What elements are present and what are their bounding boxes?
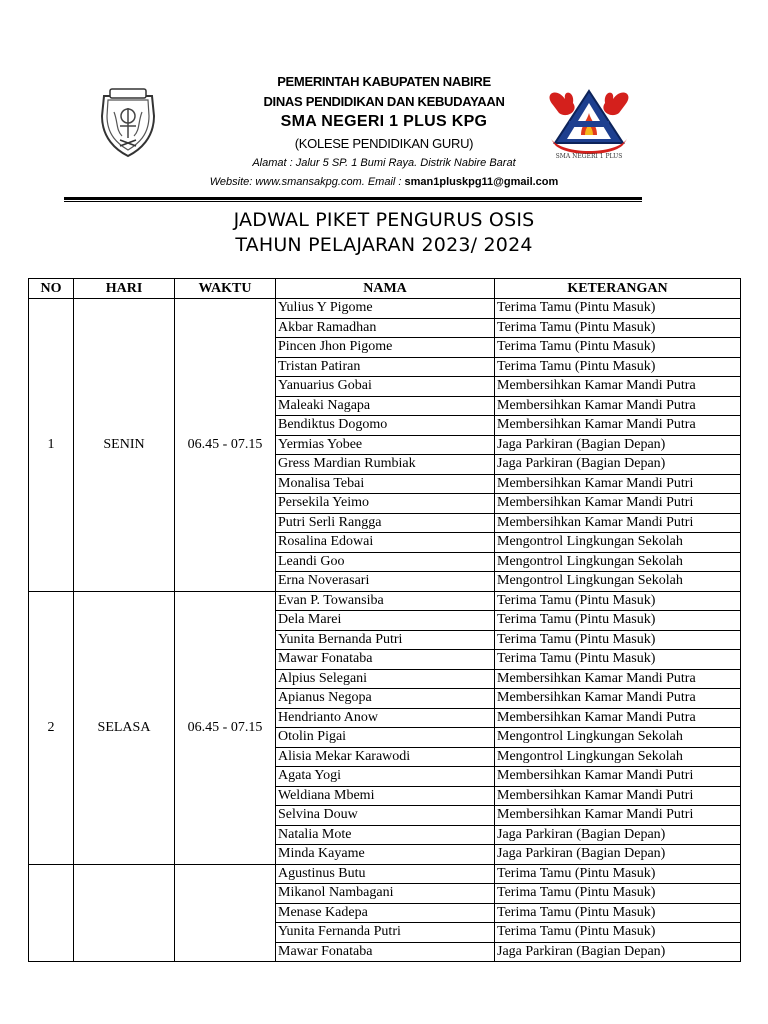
- student-name-cell: Persekila Yeimo: [276, 494, 495, 514]
- duty-description-cell: Membersihkan Kamar Mandi Putri: [495, 513, 741, 533]
- duty-description-cell: Membersihkan Kamar Mandi Putri: [495, 767, 741, 787]
- student-name-cell: Alpius Selegani: [276, 669, 495, 689]
- duty-description-cell: Membersihkan Kamar Mandi Putri: [495, 474, 741, 494]
- contact-line: [180, 176, 588, 188]
- col-header-nama: NAMA: [276, 279, 495, 299]
- student-name-cell: Mikanol Nambagani: [276, 884, 495, 904]
- student-name-cell: Alisia Mekar Karawodi: [276, 747, 495, 767]
- duty-description-cell: Membersihkan Kamar Mandi Putra: [495, 377, 741, 397]
- table-row: [29, 299, 741, 319]
- duty-description-cell: Membersihkan Kamar Mandi Putra: [495, 396, 741, 416]
- duty-description-cell: Terima Tamu (Pintu Masuk): [495, 338, 741, 358]
- duty-description-cell: Membersihkan Kamar Mandi Putri: [495, 786, 741, 806]
- student-name-cell: Weldiana Mbemi: [276, 786, 495, 806]
- duty-description-cell: Mengontrol Lingkungan Sekolah: [495, 728, 741, 748]
- letterhead: [0, 0, 768, 205]
- duty-description-cell: Terima Tamu (Pintu Masuk): [495, 864, 741, 884]
- school-subtitle: (KOLESE PENDIDIKAN GURU): [294, 136, 474, 151]
- student-name-cell: Leandi Goo: [276, 552, 495, 572]
- col-header-waktu: WAKTU: [175, 279, 276, 299]
- student-name-cell: Yunita Bernanda Putri: [276, 630, 495, 650]
- svg-text:SMA NEGERI 1 PLUS: SMA NEGERI 1 PLUS: [555, 153, 623, 160]
- student-name-cell: Maleaki Nagapa: [276, 396, 495, 416]
- student-name-cell: Otolin Pigai: [276, 728, 495, 748]
- student-name-cell: Rosalina Edowai: [276, 533, 495, 553]
- document-subtitle: TAHUN PELAJARAN 2023/ 2024: [235, 234, 533, 256]
- department-name: DINAS PENDIDIKAN DAN KEBUDAYAAN: [263, 94, 505, 109]
- duty-description-cell: Jaga Parkiran (Bagian Depan): [495, 825, 741, 845]
- day-name-cell: SELASA: [74, 591, 175, 864]
- student-name-cell: Agustinus Butu: [276, 864, 495, 884]
- table-row: [29, 864, 741, 884]
- day-name-cell: [74, 864, 175, 962]
- header-rule-thick: [64, 197, 642, 200]
- col-header-no: NO: [29, 279, 74, 299]
- table-body: [29, 299, 741, 962]
- student-name-cell: Dela Marei: [276, 611, 495, 631]
- duty-description-cell: Jaga Parkiran (Bagian Depan): [495, 435, 741, 455]
- day-number-cell: [29, 864, 74, 962]
- time-cell: 06.45 - 07.15: [175, 299, 276, 592]
- duty-description-cell: Terima Tamu (Pintu Masuk): [495, 318, 741, 338]
- student-name-cell: Yunita Fernanda Putri: [276, 923, 495, 943]
- col-header-keterangan: KETERANGAN: [495, 279, 741, 299]
- day-number-cell: 2: [29, 591, 74, 864]
- school-name: SMA NEGERI 1 PLUS KPG: [280, 113, 488, 130]
- duty-description-cell: Terima Tamu (Pintu Masuk): [495, 357, 741, 377]
- duty-description-cell: Terima Tamu (Pintu Masuk): [495, 299, 741, 319]
- day-number-cell: 1: [29, 299, 74, 592]
- student-name-cell: Gress Mardian Rumbiak: [276, 455, 495, 475]
- student-name-cell: Minda Kayame: [276, 845, 495, 865]
- duty-description-cell: Membersihkan Kamar Mandi Putra: [495, 708, 741, 728]
- duty-description-cell: Membersihkan Kamar Mandi Putra: [495, 669, 741, 689]
- student-name-cell: Yulius Y Pigome: [276, 299, 495, 319]
- student-name-cell: Akbar Ramadhan: [276, 318, 495, 338]
- time-cell: [175, 864, 276, 962]
- email-address: sman1pluskpg11@gmail.com: [404, 176, 559, 188]
- website-label: Website: www.smansakpg.com. Email :: [209, 176, 405, 188]
- student-name-cell: Evan P. Towansiba: [276, 591, 495, 611]
- student-name-cell: Menase Kadepa: [276, 903, 495, 923]
- duty-description-cell: Membersihkan Kamar Mandi Putra: [495, 416, 741, 436]
- duty-description-cell: Jaga Parkiran (Bagian Depan): [495, 942, 741, 962]
- student-name-cell: Apianus Negopa: [276, 689, 495, 709]
- student-name-cell: Erna Noverasari: [276, 572, 495, 592]
- kabupaten-emblem-icon: [98, 86, 158, 158]
- student-name-cell: Yermias Yobee: [276, 435, 495, 455]
- duty-description-cell: Mengontrol Lingkungan Sekolah: [495, 572, 741, 592]
- table-header-row: [29, 279, 741, 299]
- student-name-cell: Yanuarius Gobai: [276, 377, 495, 397]
- time-cell: 06.45 - 07.15: [175, 591, 276, 864]
- duty-description-cell: Terima Tamu (Pintu Masuk): [495, 903, 741, 923]
- duty-description-cell: Membersihkan Kamar Mandi Putri: [495, 806, 741, 826]
- day-name-cell: SENIN: [74, 299, 175, 592]
- student-name-cell: Selvina Douw: [276, 806, 495, 826]
- duty-schedule-table: [28, 278, 741, 962]
- duty-description-cell: Terima Tamu (Pintu Masuk): [495, 630, 741, 650]
- duty-description-cell: Mengontrol Lingkungan Sekolah: [495, 533, 741, 553]
- student-name-cell: Natalia Mote: [276, 825, 495, 845]
- student-name-cell: Bendiktus Dogomo: [276, 416, 495, 436]
- student-name-cell: Hendrianto Anow: [276, 708, 495, 728]
- student-name-cell: Mawar Fonataba: [276, 650, 495, 670]
- duty-description-cell: Terima Tamu (Pintu Masuk): [495, 884, 741, 904]
- document-title: JADWAL PIKET PENGURUS OSIS: [233, 209, 535, 231]
- duty-description-cell: Terima Tamu (Pintu Masuk): [495, 923, 741, 943]
- duty-description-cell: Membersihkan Kamar Mandi Putra: [495, 689, 741, 709]
- duty-description-cell: Terima Tamu (Pintu Masuk): [495, 591, 741, 611]
- duty-description-cell: Jaga Parkiran (Bagian Depan): [495, 455, 741, 475]
- duty-description-cell: Mengontrol Lingkungan Sekolah: [495, 747, 741, 767]
- header-rule-thin: [64, 201, 642, 202]
- duty-description-cell: Terima Tamu (Pintu Masuk): [495, 650, 741, 670]
- student-name-cell: Monalisa Tebai: [276, 474, 495, 494]
- student-name-cell: Tristan Patiran: [276, 357, 495, 377]
- duty-description-cell: Membersihkan Kamar Mandi Putri: [495, 494, 741, 514]
- school-emblem-icon: [543, 85, 635, 160]
- table-row: [29, 591, 741, 611]
- student-name-cell: Mawar Fonataba: [276, 942, 495, 962]
- student-name-cell: Pincen Jhon Pigome: [276, 338, 495, 358]
- duty-description-cell: Terima Tamu (Pintu Masuk): [495, 611, 741, 631]
- student-name-cell: Putri Serli Rangga: [276, 513, 495, 533]
- school-address: Alamat : Jalur 5 SP. 1 Bumi Raya. Distrik Nabire Barat: [252, 157, 516, 169]
- government-name: PEMERINTAH KABUPATEN NABIRE: [277, 74, 491, 89]
- student-name-cell: Agata Yogi: [276, 767, 495, 787]
- duty-description-cell: Mengontrol Lingkungan Sekolah: [495, 552, 741, 572]
- duty-description-cell: Jaga Parkiran (Bagian Depan): [495, 845, 741, 865]
- col-header-hari: HARI: [74, 279, 175, 299]
